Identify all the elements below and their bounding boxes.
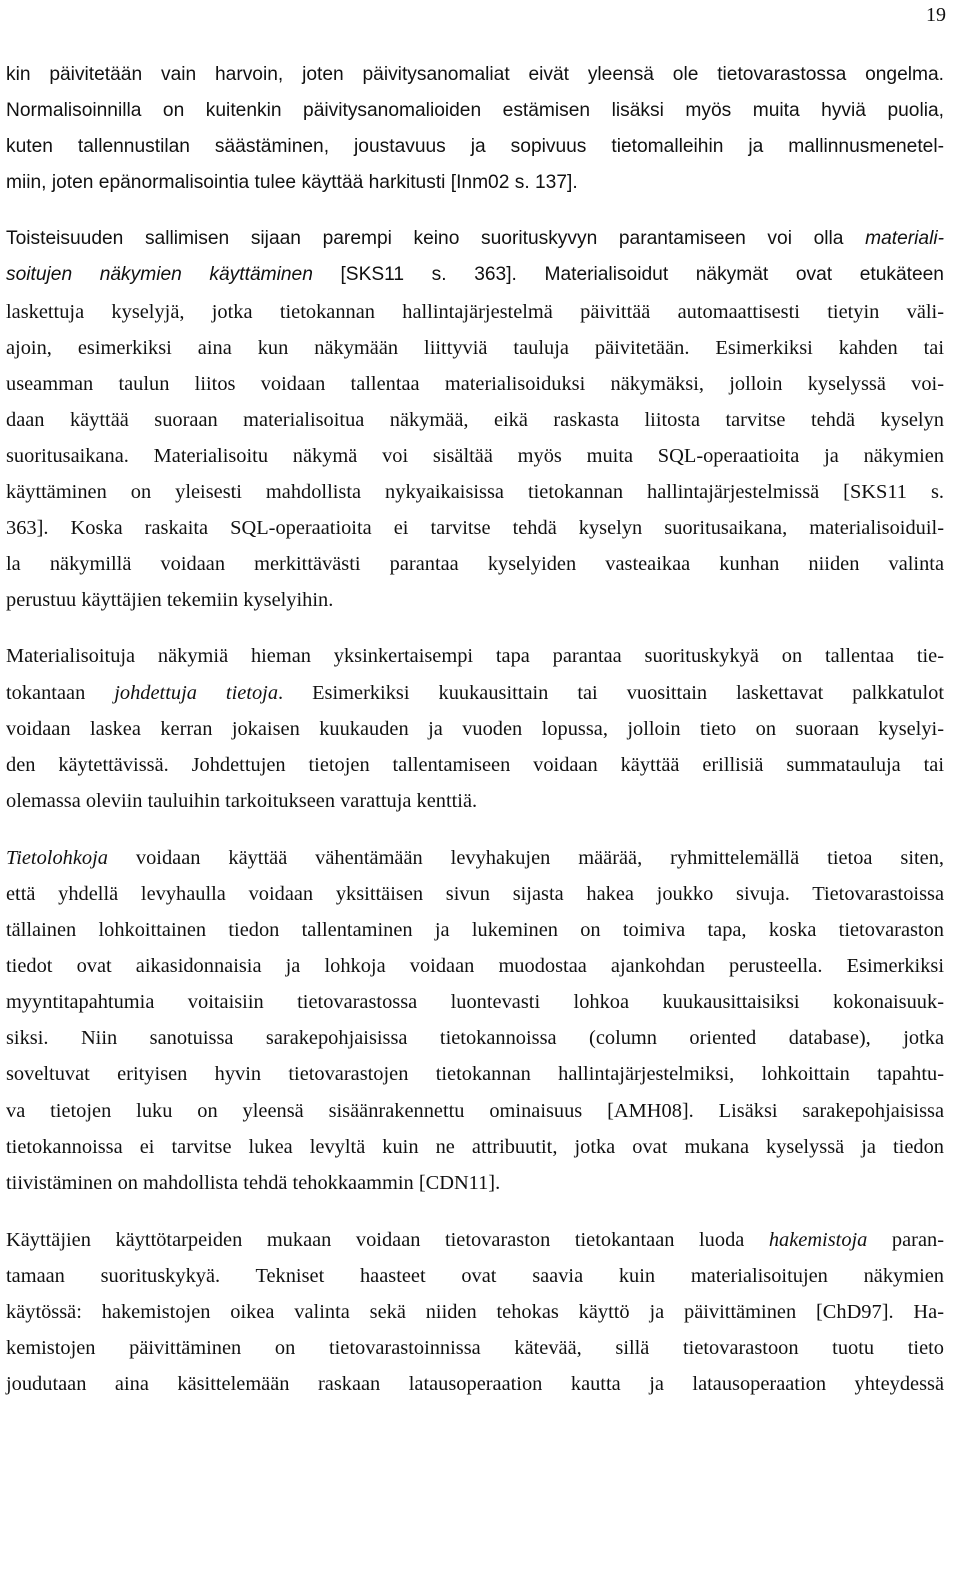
text-line xyxy=(6,93,944,129)
text-line xyxy=(6,438,944,474)
paragraph xyxy=(6,638,944,818)
paragraph xyxy=(6,1222,944,1402)
text-line xyxy=(6,1093,944,1129)
text-run: joudutaan aina käsittelemään raskaan latausoperaation kautta ja latausoperaation yhteydessä xyxy=(6,1373,944,1396)
text-run: Materialisoituja näkymiä hieman yksinkertaisempi tapa parantaa suorituskykyä on tallentaa tie- xyxy=(6,645,944,668)
text-run: suoritusaikana. Materialisoitu näkymä voi sisältää myös muita SQL-operaatioita ja näkymien xyxy=(6,444,944,467)
text-run: perustuu käyttäjien tekemiin kyselyihin. xyxy=(6,589,334,612)
text-run: siksi. Niin sanotuissa sarakepohjaisissa tietokannoissa (column oriented database), jotka xyxy=(6,1027,944,1050)
text-line xyxy=(6,840,944,876)
text-run: useamman taulun liitos voidaan tallentaa materialisoiduksi näkymäksi, jolloin kyselyssä voi- xyxy=(6,372,944,395)
text-line xyxy=(6,984,944,1020)
text-line xyxy=(6,1056,944,1092)
text-run: . Esimerkiksi kuukausittain tai vuosittain laskettavat palkkatulot xyxy=(278,681,945,704)
text-run: tiivistäminen on mahdollista tehdä tehokkaammin [CDN11]. xyxy=(6,1171,501,1194)
italic-term: materiali- xyxy=(865,228,944,250)
text-run: Toisteisuuden sallimisen sijaan parempi keino suorituskyvyn parantamiseen voi olla xyxy=(6,228,866,250)
italic-term: hakemistoja xyxy=(768,1228,868,1251)
text-run: tietokannoissa ei tarvitse lukea levyltä kuin ne attribuutit, jotka ovat mukana kyselyssä ja tiedon xyxy=(6,1135,944,1158)
text-line xyxy=(6,57,944,93)
text-line xyxy=(6,711,944,747)
text-line xyxy=(6,1294,944,1330)
text-run: va tietojen luku on yleensä sisäänrakennettu ominaisuus [AMH08]. Lisäksi sarakepohjaisissa xyxy=(6,1099,944,1122)
text-run: käyttäminen on yleisesti mahdollista nykyaikaisissa tietokannan hallintajärjestelmissä [SKS11 s. xyxy=(6,481,944,504)
text-line xyxy=(6,675,944,711)
paragraph xyxy=(6,221,944,618)
text-run: että yhdellä levyhaulla voidaan yksittäisen sivun sijasta hakea joukko sivuja. Tietovarastoissa xyxy=(6,882,944,905)
text-run: la näkymillä voidaan merkittävästi parantaa kyselyiden vasteaikaa kunhan niiden valinta xyxy=(6,553,944,576)
document-body xyxy=(6,57,944,1417)
text-run: daan käyttää suoraan materialisoitua näkymää, eikä raskasta liitosta tarvitse tehdä kyselyn xyxy=(6,408,944,431)
text-run: kemistojen päivittäminen on tietovarastoinnissa kätevää, sillä tietovarastoon tuotu tieto xyxy=(6,1337,944,1360)
paragraph xyxy=(6,840,944,1201)
text-run: 363]. Koska raskaita SQL-operaatioita ei tarvitse tehdä kyselyn suoritusaikana, materialisoiduil- xyxy=(6,517,944,540)
text-line xyxy=(6,912,944,948)
text-line xyxy=(6,948,944,984)
text-line xyxy=(6,510,944,546)
page-number: 19 xyxy=(926,4,946,26)
text-run: ajoin, esimerkiksi aina kun näkymään liittyviä tauluja päivitetään. Esimerkiksi kahden tai xyxy=(6,336,944,359)
text-run: olemassa oleviin tauluihin tarkoitukseen varattuja kenttiä. xyxy=(6,789,478,812)
text-line xyxy=(6,165,944,201)
text-run: voidaan käyttää vähentämään levyhakujen määrää, ryhmittelemällä tietoa siten, xyxy=(107,846,944,869)
text-line xyxy=(6,876,944,912)
text-line xyxy=(6,294,944,330)
text-run: soveltuvat erityisen hyvin tietovarastojen tietokannan hallintajärjestelmiksi, lohkoittain tapahtu- xyxy=(6,1063,944,1086)
italic-term: johdettuja tietoja xyxy=(114,681,279,704)
italic-term: Tietolohkoja xyxy=(6,846,108,869)
text-line xyxy=(6,257,944,293)
text-run: käytössä: hakemistojen oikea valinta sekä niiden tehokas käyttö ja päivittäminen [ChD97]. Ha- xyxy=(6,1301,944,1323)
text-run: myyntitapahtumia voitaisiin tietovarastossa luontevasti lohkoa kuukausittaisiksi kokonaisuuk- xyxy=(6,991,944,1014)
text-line xyxy=(6,1020,944,1056)
text-run: paran- xyxy=(867,1228,944,1251)
text-line xyxy=(6,330,944,366)
text-run: tamaan suorituskykyä. Tekniset haasteet ovat saavia kuin materialisoitujen näkymien xyxy=(6,1264,944,1287)
text-line xyxy=(6,638,944,674)
text-run: miin, joten epänormalisointia tulee käyttää harkitusti [Inm02 s. 137]. xyxy=(6,172,578,194)
text-run: Normalisoinnilla on kuitenkin päivitysanomalioiden estämisen lisäksi myös muita hyviä puolia, xyxy=(6,100,944,122)
text-run: kin päivitetään vain harvoin, joten päivitysanomaliat eivät yleensä ole tietovarastossa ongelma. xyxy=(6,64,944,85)
text-run: tällainen lohkoittainen tiedon tallentaminen ja lukeminen on toimiva tapa, koska tietovaraston xyxy=(6,919,944,942)
text-line xyxy=(6,747,944,783)
text-line xyxy=(6,783,944,819)
text-run: Käyttäjien käyttötarpeiden mukaan voidaan tietovaraston tietokantaan luoda xyxy=(6,1228,769,1251)
italic-term: soitujen näkymien käyttäminen xyxy=(6,264,313,286)
text-line xyxy=(6,366,944,402)
text-line xyxy=(6,402,944,438)
text-run: voidaan laskea kerran jokaisen kuukauden ja vuoden lopussa, jolloin tieto on suoraan kyselyi- xyxy=(6,717,944,740)
text-line xyxy=(6,1258,944,1294)
text-run: kuten tallennustilan säästäminen, joustavuus ja sopivuus tietomalleihin ja mallinnusmenetel- xyxy=(6,136,944,158)
text-run: laskettuja kyselyjä, jotka tietokannan hallintajärjestelmä päivittää automaattisesti tietyin väli- xyxy=(6,300,944,323)
text-line xyxy=(6,1165,944,1201)
text-line xyxy=(6,474,944,510)
text-line xyxy=(6,1222,944,1258)
text-line xyxy=(6,1366,944,1402)
text-run: tiedot ovat aikasidonnaisia ja lohkoja voidaan muodostaa ajankohdan perusteella. Esimerkiksi xyxy=(6,955,944,978)
paragraph xyxy=(6,57,944,201)
text-line xyxy=(6,129,944,165)
text-line xyxy=(6,582,944,618)
text-line xyxy=(6,546,944,582)
text-run: den käytettävissä. Johdettujen tietojen tallentamiseen voidaan käyttää erillisiä summatauluja tai xyxy=(6,753,944,776)
text-line xyxy=(6,1330,944,1366)
text-run: tokantaan xyxy=(6,681,115,704)
text-line xyxy=(6,1129,944,1165)
text-run: [SKS11 s. 363]. Materialisoidut näkymät ovat etukäteen xyxy=(312,264,944,286)
text-line xyxy=(6,221,944,257)
